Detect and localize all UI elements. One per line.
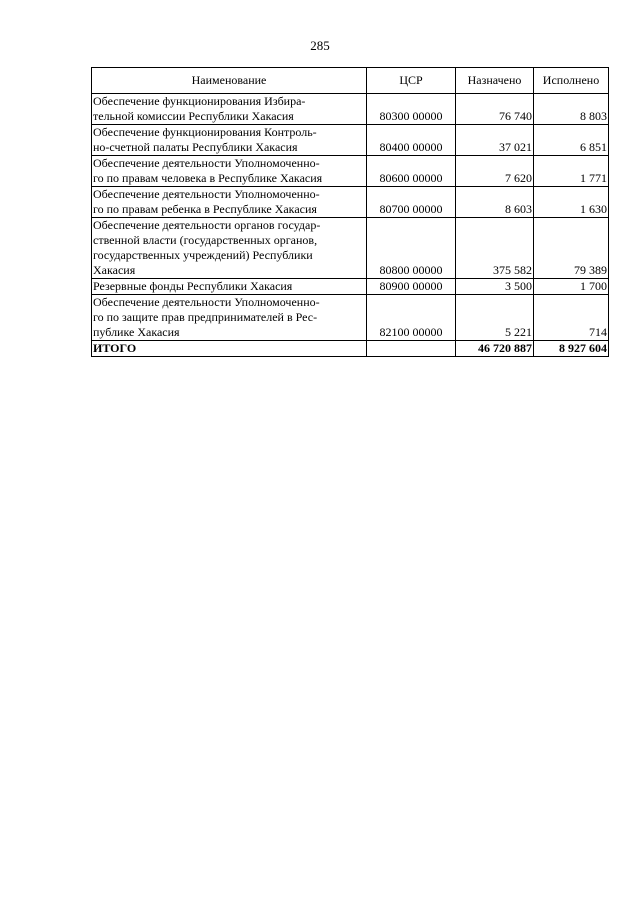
row-assigned: 37 021 [456,125,534,156]
row-name: Резервные фонды Республики Хакасия [92,279,367,295]
total-assigned: 46 720 887 [456,341,534,357]
row-name: Обеспечение функционирования Избира- тельной комиссии Республики Хакасия [92,94,367,125]
row-executed: 1 630 [534,187,609,218]
total-label: ИТОГО [92,341,367,357]
table-header-row [92,68,609,94]
row-executed: 6 851 [534,125,609,156]
table-row [92,187,609,218]
row-name: Обеспечение деятельности Уполномоченно- го по правам ребенка в Республике Хакасия [92,187,367,218]
row-csr: 80700 00000 [367,187,456,218]
header-csr: ЦСР [367,68,456,94]
header-executed: Исполнено [534,68,609,94]
table-row [92,156,609,187]
header-name: Наименование [92,68,367,94]
row-executed: 1 771 [534,156,609,187]
row-assigned: 375 582 [456,218,534,279]
row-name: Обеспечение функционирования Контроль- но-счетной палаты Республики Хакасия [92,125,367,156]
row-assigned: 8 603 [456,187,534,218]
row-name: Обеспечение деятельности Уполномоченно- го по защите прав предпринимателей в Рес- публике Хакасия [92,295,367,341]
row-assigned: 7 620 [456,156,534,187]
table-row [92,94,609,125]
table-row [92,279,609,295]
budget-table [91,67,609,357]
row-assigned: 3 500 [456,279,534,295]
row-csr: 80400 00000 [367,125,456,156]
header-assigned: Назначено [456,68,534,94]
row-executed: 1 700 [534,279,609,295]
row-executed: 79 389 [534,218,609,279]
total-csr [367,341,456,357]
page-number: 285 [310,38,330,53]
row-csr: 80600 00000 [367,156,456,187]
row-assigned: 5 221 [456,295,534,341]
row-csr: 82100 00000 [367,295,456,341]
table-row [92,125,609,156]
row-csr: 80300 00000 [367,94,456,125]
row-assigned: 76 740 [456,94,534,125]
row-name: Обеспечение деятельности Уполномоченно- го по правам человека в Республике Хакасия [92,156,367,187]
row-csr: 80800 00000 [367,218,456,279]
row-name: Обеспечение деятельности органов государ- ственной власти (государственных органов, государственных учреждений) Республики Хакасия [92,218,367,279]
total-row [92,341,609,357]
row-csr: 80900 00000 [367,279,456,295]
row-executed: 8 803 [534,94,609,125]
row-executed: 714 [534,295,609,341]
total-executed: 8 927 604 [534,341,609,357]
table-row [92,218,609,279]
table-row [92,295,609,341]
